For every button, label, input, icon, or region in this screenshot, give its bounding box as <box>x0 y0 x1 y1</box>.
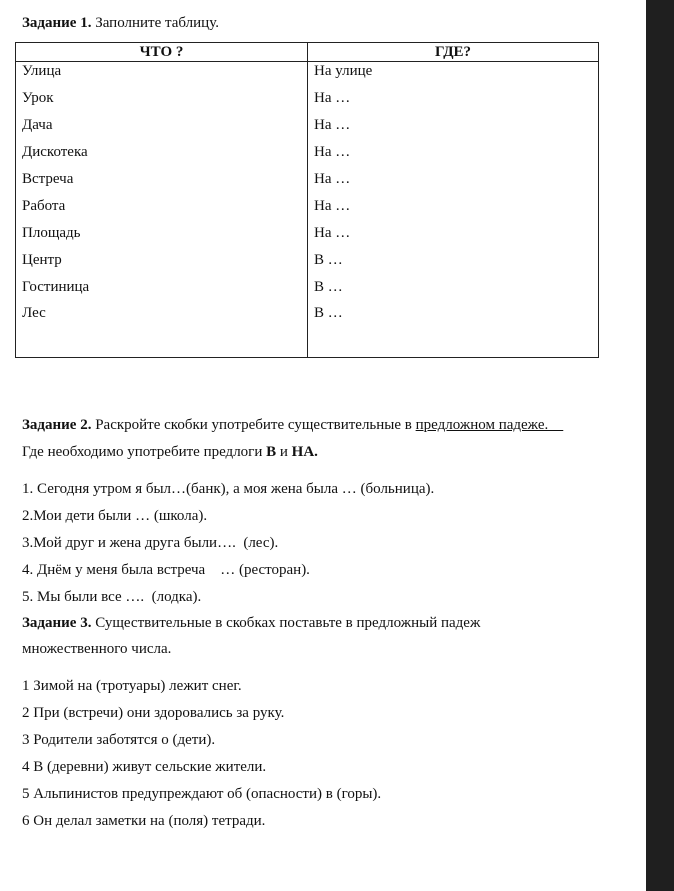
table-cell-where: В … <box>314 279 343 295</box>
table-cell-where: В … <box>314 252 343 268</box>
table-cell-where: На … <box>314 117 351 133</box>
task1-label: Задание 1. <box>22 15 92 31</box>
task2-subtitle <box>22 443 318 461</box>
table-cell-what: Работа <box>22 198 66 214</box>
task2-prep-na: НА. <box>291 444 318 460</box>
task2-prep-v: В <box>266 444 277 460</box>
page-edge-shadow <box>646 0 674 891</box>
task3-title <box>22 614 480 632</box>
task2-label: Задание 2. <box>22 417 92 433</box>
task2-and: и <box>276 444 292 460</box>
table-header-divider <box>16 61 598 62</box>
table-cell-what: Дача <box>22 117 53 133</box>
task3-label: Задание 3. <box>22 615 92 631</box>
table-cell-what: Лес <box>22 305 46 321</box>
task3-instruction: Существительные в скобках поставьте в предложный падеж <box>95 615 481 631</box>
task3-sentence: 6 Он делал заметки на (поля) тетради. <box>22 813 266 829</box>
task2-instruction-underlined: предложном падеже. <box>415 417 564 433</box>
table-cell-what: Дискотека <box>22 144 88 160</box>
task3-sentence: 4 В (деревни) живут сельские жители. <box>22 759 267 775</box>
table-cell-where: На … <box>314 198 351 214</box>
task3-subtitle: множественного числа. <box>22 641 172 657</box>
task3-sentence: 3 Родители заботятся о (дети). <box>22 732 216 748</box>
table-cell-what: Площадь <box>22 225 81 241</box>
table-cell-where: На … <box>314 144 351 160</box>
table-cell-what: Встреча <box>22 171 74 187</box>
task2-line2: Где необходимо употребите предлоги <box>22 444 267 460</box>
table-cell-where: На … <box>314 225 351 241</box>
task2-sentence: 2.Мои дети были … (школа). <box>22 508 208 524</box>
table-cell-where: На … <box>314 171 351 187</box>
task2-sentence: 3.Мой друг и жена друга были…. (лес). <box>22 535 279 551</box>
task3-sentence: 1 Зимой на (тротуары) лежит снег. <box>22 678 242 694</box>
table-header-where: ГДЕ? <box>434 44 472 60</box>
table-column-divider <box>307 43 308 357</box>
task3-sentence: 2 При (встречи) они здоровались за руку. <box>22 705 285 721</box>
table-cell-what: Улица <box>22 63 62 79</box>
what-where-table <box>15 42 599 358</box>
task1-title <box>22 14 219 32</box>
table-cell-what: Гостиница <box>22 279 90 295</box>
task2-sentence: 4. Днём у меня была встреча … (ресторан). <box>22 562 310 578</box>
task2-instruction: Раскройте скобки употребите существительные в <box>95 417 416 433</box>
table-cell-where: На улице <box>314 63 373 79</box>
task2-title <box>22 416 563 434</box>
task3-sentence: 5 Альпинистов предупреждают об (опасности) в (горы). <box>22 786 382 802</box>
table-cell-where: В … <box>314 305 343 321</box>
task2-sentence: 1. Сегодня утром я был…(банк), а моя жена была … (больница). <box>22 481 435 497</box>
task2-sentence: 5. Мы были все …. (лодка). <box>22 589 202 605</box>
table-cell-what: Центр <box>22 252 62 268</box>
task1-instruction: Заполните таблицу. <box>95 15 219 31</box>
table-cell-where: На … <box>314 90 351 106</box>
table-header-what: ЧТО ? <box>139 44 184 60</box>
table-cell-what: Урок <box>22 90 54 106</box>
